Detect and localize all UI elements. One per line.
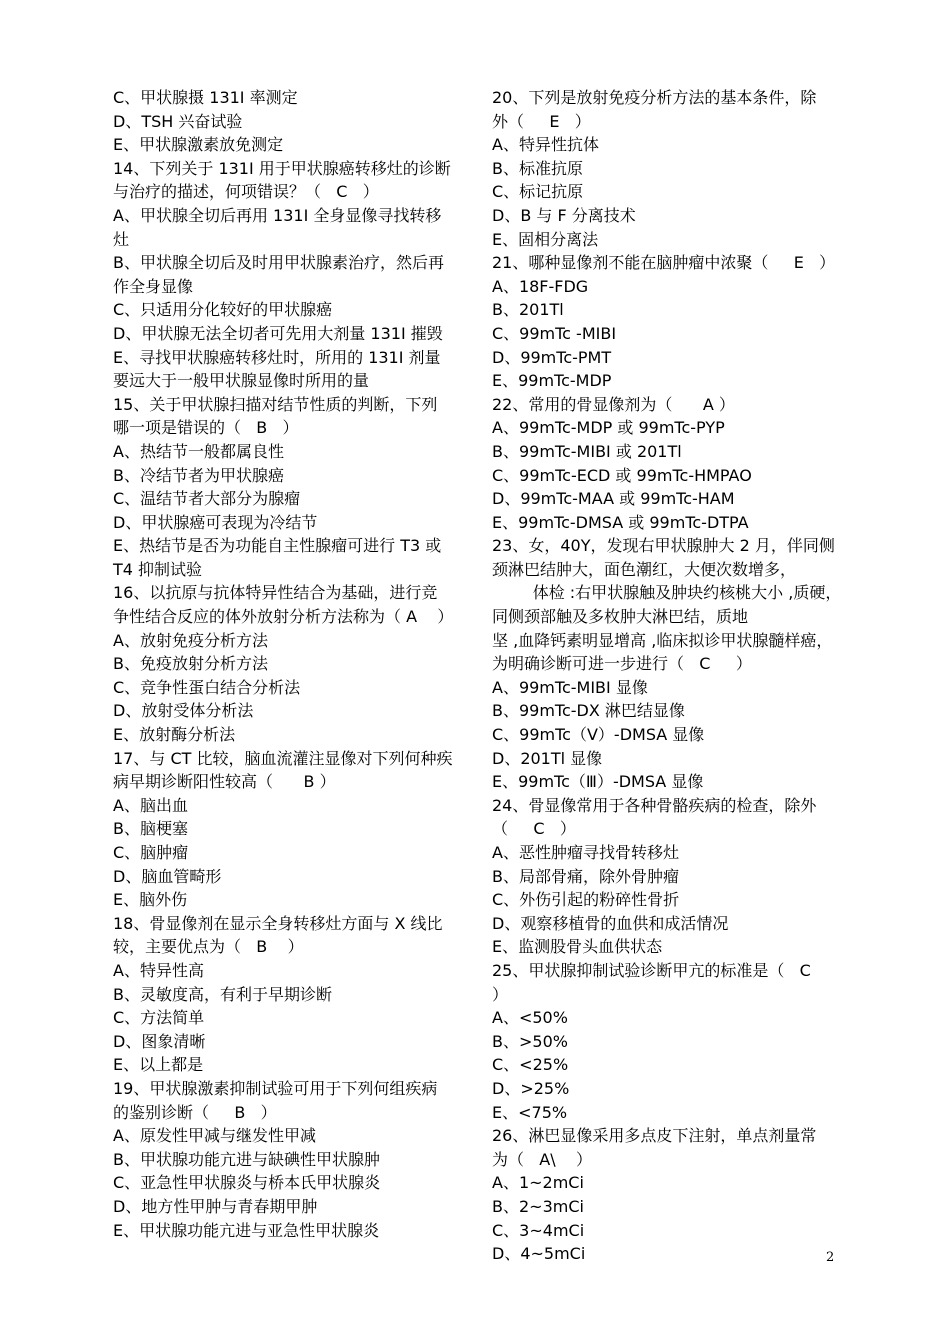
text-line: E、热结节是否为功能自主性腺瘤可进行 T3 或: [113, 536, 442, 556]
text-line: E、99mTc-MDP: [492, 371, 612, 391]
text-line: D、99mTc-PMT: [492, 347, 612, 367]
text-line: D、甲状腺无法全切者可先用大剂量 131I 摧毁: [113, 323, 443, 343]
text-line: 作全身显像: [113, 276, 194, 296]
text-line: 22、常用的骨显像剂为（ A ）: [492, 394, 735, 414]
text-line: 争性结合反应的体外放射分析方法称为（ A ）: [113, 607, 454, 627]
text-line: E、99mTc-DMSA 或 99mTc-DTPA: [492, 512, 749, 532]
text-line: D、201Tl 显像: [492, 748, 603, 768]
text-line: （ C ）: [492, 819, 576, 839]
text-line: E、放射酶分析法: [113, 725, 236, 745]
text-line: A、恶性肿瘤寻找骨转移灶: [492, 843, 679, 862]
text-line: A、18F-FDG: [492, 276, 589, 296]
text-line: A、甲状腺全切后再用 131I 全身显像寻找转移: [113, 205, 442, 225]
text-line: C、甲状腺摄 131I 率测定: [113, 88, 298, 107]
text-line: B、冷结节者为甲状腺癌: [113, 465, 284, 485]
text-line: 要远大于一般甲状腺显像时所用的量: [113, 371, 370, 391]
text-line: 14、下列关于 131I 用于甲状腺癌转移灶的诊断: [113, 158, 451, 178]
text-line: E、寻找甲状腺癌转移灶时，所用的 131I 剂量: [113, 347, 441, 367]
text-line: C、方法简单: [113, 1008, 205, 1028]
text-line: D、B 与 F 分离技术: [492, 205, 636, 225]
text-line: 哪一项是错误的（ B ）: [113, 418, 299, 438]
text-line: B、>50%: [492, 1031, 568, 1051]
text-line: C、只适用分化较好的甲状腺癌: [113, 300, 333, 320]
text-line: D、观察移植骨的血供和成活情况: [492, 913, 729, 933]
text-line: A、特异性抗体: [492, 135, 599, 155]
text-line: D、地方性甲肿与青春期甲肿: [113, 1196, 318, 1216]
text-line: E、99mTc（Ⅲ）-DMSA 显像: [492, 772, 704, 792]
text-line: A、99mTc-MIBI 显像: [492, 677, 648, 697]
text-line: 24、骨显像常用于各种骨骼疾病的检查，除外: [492, 795, 817, 815]
text-line: E、甲状腺功能亢进与亚急性甲状腺炎: [113, 1220, 380, 1240]
text-line: 23、女，40Y，发现右甲状腺肿大 2 月，伴同侧: [492, 536, 835, 556]
text-line: D、TSH 兴奋试验: [113, 111, 243, 131]
text-line: A、1~2mCi: [492, 1173, 584, 1193]
text-line: B、2~3mCi: [492, 1196, 584, 1216]
text-line: B、免疫放射分析方法: [113, 654, 268, 674]
text-line: E、以上都是: [113, 1055, 204, 1075]
text-line: A、特异性高: [113, 960, 204, 980]
text-line: 与治疗的描述，何项错误？（ C ）: [113, 182, 379, 202]
text-line: E、固相分离法: [492, 229, 599, 249]
text-line: E、<75%: [492, 1102, 568, 1122]
text-line: C、99mTc（Ⅴ）-DMSA 显像: [492, 725, 705, 745]
text-line: B、99mTc-DX 淋巴结显像: [492, 701, 685, 721]
text-line: T4 抑制试验: [113, 559, 203, 579]
text-line: 的鉴别诊断（ B ）: [113, 1102, 277, 1122]
text-line: 26、淋巴显像采用多点皮下注射，单点剂量常: [492, 1126, 817, 1146]
text-line: 体检 :右甲状腺触及肿块约核桃大小 ,质硬，: [492, 583, 842, 603]
text-line: E、脑外伤: [113, 890, 188, 910]
text-line: A、99mTc-MDP 或 99mTc-PYP: [492, 418, 725, 438]
text-line: D、放射受体分析法: [113, 701, 254, 721]
text-line: D、99mTc-MAA 或 99mTc-HAM: [492, 489, 735, 509]
text-line: B、甲状腺全切后及时用甲状腺素治疗，然后再: [113, 253, 444, 273]
right-column: [492, 86, 844, 1266]
text-line: 为明确诊断可进一步进行（ C ）: [492, 654, 752, 674]
text-line: B、甲状腺功能亢进与缺碘性甲状腺肿: [113, 1149, 380, 1169]
text-line: A、放射免疫分析方法: [113, 630, 268, 650]
text-line: C、3~4mCi: [492, 1220, 585, 1240]
text-line: 外（ E ）: [492, 111, 591, 131]
text-line: C、<25%: [492, 1055, 569, 1075]
text-line: 19、甲状腺激素抑制试验可用于下列何组疾病: [113, 1078, 438, 1098]
text-line: 16、以抗原与抗体特异性结合为基础，进行竞: [113, 583, 438, 603]
text-line: A、热结节一般都属良性: [113, 441, 284, 461]
text-line: C、竞争性蛋白结合分析法: [113, 677, 301, 697]
text-line: E、甲状腺激素放免测定: [113, 135, 284, 155]
text-line: 灶: [113, 229, 130, 249]
left-column: [113, 86, 463, 1242]
text-line: C、99mTc -MIBI: [492, 323, 617, 343]
text-line: B、灵敏度高，有利于早期诊断: [113, 984, 332, 1004]
text-line: C、外伤引起的粉碎性骨折: [492, 890, 680, 910]
text-line: C、标记抗原: [492, 182, 584, 202]
text-line: C、脑肿瘤: [113, 843, 189, 862]
text-line: C、亚急性甲状腺炎与桥本氏甲状腺炎: [113, 1173, 381, 1193]
text-line: A、脑出血: [113, 795, 188, 815]
text-line: D、甲状腺癌可表现为冷结节: [113, 512, 318, 532]
text-line: 较，主要优点为（ B ）: [113, 937, 304, 957]
text-line: 坚 ,血降钙素明显增高 ,临床拟诊甲状腺髓样癌，: [492, 630, 833, 650]
text-line: B、脑梗塞: [113, 819, 188, 839]
text-line: 为（ A\ ）: [492, 1149, 592, 1169]
text-line: E、监测股骨头血供状态: [492, 937, 663, 957]
text-line: B、局部骨痛，除外骨肿瘤: [492, 866, 679, 886]
text-line: 18、骨显像剂在显示全身转移灶方面与 X 线比: [113, 913, 443, 933]
text-line: 20、下列是放射免疫分析方法的基本条件，除: [492, 88, 817, 107]
text-line: 15、关于甲状腺扫描对结节性质的判断，下列: [113, 394, 438, 414]
text-line: C、温结节者大部分为腺瘤: [113, 489, 301, 509]
text-line: D、4~5mCi: [492, 1244, 586, 1264]
text-line: B、99mTc-MIBI 或 201Tl: [492, 441, 682, 461]
text-line: A、<50%: [492, 1008, 568, 1028]
text-line: 病早期诊断阳性较高（ B ）: [113, 772, 336, 792]
text-line: 25、甲状腺抑制试验诊断甲亢的标准是（ C ）: [492, 960, 837, 1004]
text-line: C、99mTc-ECD 或 99mTc-HMPAO: [492, 465, 752, 485]
text-line: B、标准抗原: [492, 158, 583, 178]
text-line: 同侧颈部触及多枚肿大淋巴结，质地: [492, 607, 749, 627]
text-line: B、201Tl: [492, 300, 564, 320]
text-line: D、图象清晰: [113, 1031, 206, 1051]
text-line: 颈淋巴结肿大，面色潮红，大便次数增多，: [492, 559, 797, 579]
text-line: D、>25%: [492, 1078, 570, 1098]
text-line: D、脑血管畸形: [113, 866, 222, 886]
text-line: 21、哪种显像剂不能在脑肿瘤中浓聚（ E ）: [492, 253, 836, 273]
text-line: A、原发性甲减与继发性甲减: [113, 1126, 316, 1146]
text-line: 17、与 CT 比较，脑血流灌注显像对下列何种疾: [113, 748, 453, 768]
page-number: 2: [826, 1250, 835, 1265]
